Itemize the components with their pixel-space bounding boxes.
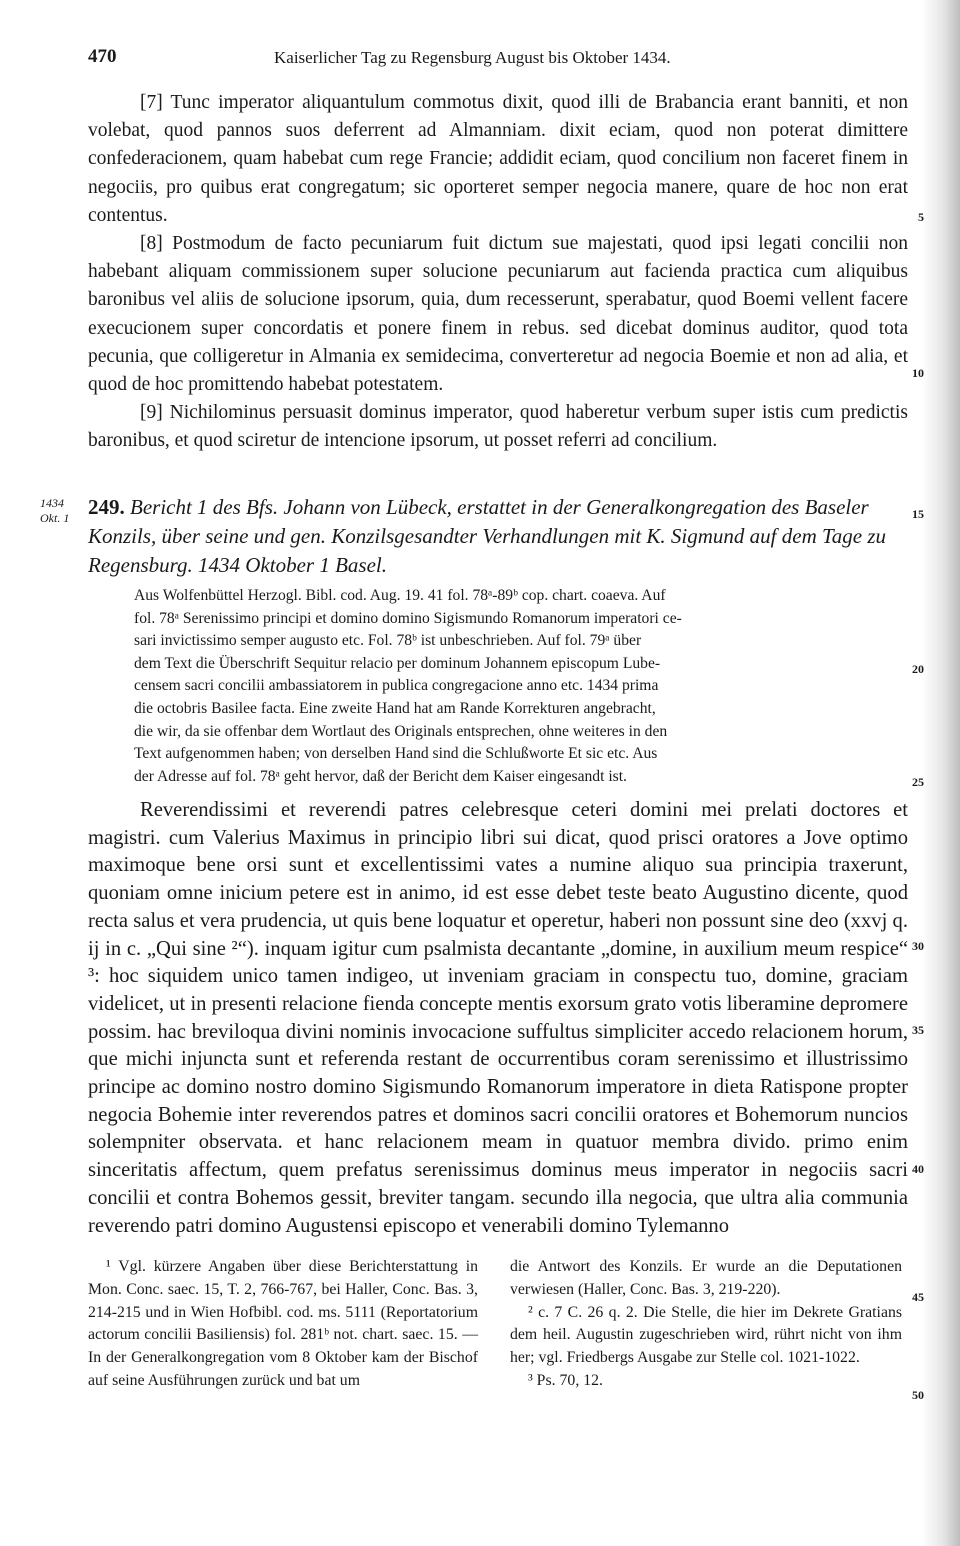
line-number: 35 <box>912 1023 924 1037</box>
footnote-1-continued: die Antwort des Konzils. Er wurde an die Deputationen verwiesen (Haller, Conc. Bas. 3, 219-220). <box>510 1258 902 1298</box>
source-line: dem Text die Überschrift Sequitur relacio per dominum Johannem episcopum Lube- <box>134 654 661 672</box>
margin-date <box>40 496 69 526</box>
paragraph-8: [8] Postmodum de facto pecuniarum fuit dictum sue majestati, quod ipsi legati concilii non habebant aliquam commissionem super solucione pecuniarum aut facienda practica cum aliquibus baronibus vel aliis de solucione ipsorum, quia, dum recesserunt, sperabatur, quod Boemi vellent facere execucionem super concordatis et ponere finem in rebus. sed dicebat dominus auditor, quod tota pecunia, que colligeretur in Almania ex semidecima, converteretur ad negocia Boemie et non ad alia, et quod de hoc promittendo habebat potestatem. <box>88 233 908 396</box>
line-number: 45 <box>912 1290 924 1304</box>
source-line: die wir, da sie offenbar dem Wortlaut des Originals entsprechen, ohne weiteres in den <box>134 722 668 740</box>
line-number: 20 <box>912 662 924 676</box>
footnote-2: ² c. 7 C. 26 q. 2. Die Stelle, die hier im Dekrete Gratians dem heil. Augustin zugeschrieben wird, rührt nicht von ihm her; vgl. Friedbergs Ausgabe zur Stelle col. 1021-1022. <box>510 1303 902 1367</box>
footnote-1: ¹ Vgl. kürzere Angaben über diese Berichterstattung in Mon. Conc. saec. 15, T. 2, 766-767, bei Haller, Conc. Bas. 3, 214-215 und in Wien Hofbibl. cod. ms. 5111 (Reportatorium actorum concilii Basiliensis) fol. 281ᵇ not. chart. saec. 15. — In der Generalkongregation vom 8 Oktober kam der Bischof auf seine Ausführungen zurück und bat um <box>88 1258 478 1389</box>
paragraph-9: [9] Nichilominus persuasit dominus imperator, quod haberetur verbum super istis cum predictis baronibus, et quod sciretur de intencione ipsorum, ut posset referri ad concilium. <box>88 402 908 452</box>
source-line: Aus Wolfenbüttel Herzogl. Bibl. cod. Aug. 19. 41 fol. 78ᵃ-89ᵇ cop. chart. coaeva. Auf <box>134 587 666 604</box>
report-text: Reverendissimi et reverendi patres celebresque ceteri domini mei prelati doctores et magistri. cum Valerius Maximus in principio libri sui dicat, quod prisci oratores a Jove optimo maximoque bene orsi sunt et excellentissimi vates a numine aliquo sua principia traxerunt, quoniam omne inicium petere est in animo, id est esse debet teste beato Augustino dicente, quod recta salus et vera prudencia, ut quis bene loquatur et operetur, haberi non possunt sine deo (xxvj q. ij in c. „Qui sine ²“). inquam igitur cum psalmista decantante „domine, in auxilium meum respice“ ³: hoc siquidem unico tamen indigeo, ut inveniam graciam in conspectu tuo, domine, graciam videlicet, ut in presenti relacione fienda concepte mentis exorsum grato votis liberamine depromere possim. hac breviloqua divini nominis invocacione suffultus simpliciter accedo relacionem horum, que michi injuncta sunt et referenda restant de occurrentibus coram serenissimo et illustrissimo principe ac domino nostro domino Sigismundo Romanorum imperatore in dieta Ratispone propter negocia Bohemie inter reverendos patres et dominos sacri concilii oratores et Bohemorum nuncios solempniter observata. et hanc relacionem meam in quatuor membra divido. primo enim sinceritatis affectum, quem prefatus serenissimus dominus meus imperator in negociis sacri concilii et contra Bohemos gessit, breviter tangam. secundo illa negocia, que ultra alia communia reverendo patri domino Augustensi episcopo et venerabili domino Tylemanno <box>88 799 908 1237</box>
line-number: 25 <box>912 775 924 789</box>
source-note <box>134 585 904 788</box>
margin-date-day: Okt. 1 <box>40 511 70 525</box>
page-header <box>88 46 913 76</box>
document-number: 249. <box>88 495 125 519</box>
body-text-top <box>88 89 908 456</box>
line-number: 50 <box>912 1388 924 1402</box>
line-number: 40 <box>912 1162 924 1176</box>
source-line: censem sacri concilii ambassiatorem in publica congregacione anno etc. 1434 prima <box>134 677 659 695</box>
line-number: 15 <box>912 507 924 521</box>
document-heading <box>88 493 908 580</box>
footnotes-right-column <box>510 1256 902 1393</box>
page-edge-shadow <box>922 0 960 1546</box>
line-number: 30 <box>912 939 924 953</box>
footnote-3: ³ Ps. 70, 12. <box>528 1371 603 1389</box>
paragraph-7: [7] Tunc imperator aliquantulum commotus dixit, quod illi de Brabancia erant banniti, et non volebat, quod pannos suos deferrent ad Almanniam. dixit eciam, quod non poterat dimittere confederacionem, quam habebat cum rege Francie; addidit eciam, quod concilium non faceret finem in negociis, pro quibus erat congregatum; sic oporteret semper negocia manere, quare de hoc non erat contentus. <box>88 92 908 226</box>
source-line: die octobris Basilee facta. Eine zweite Hand hat am Rande Korrekturen angebracht, <box>134 699 656 717</box>
source-line: der Adresse auf fol. 78ᵃ geht hervor, daß der Bericht dem Kaiser eingesandt ist. <box>134 767 627 785</box>
source-line: sari invictissimo semper augusto etc. Fol. 78ᵇ ist unbeschrieben. Auf fol. 79ᵃ über <box>134 632 642 650</box>
source-line: fol. 78ᵃ Serenissimo principi et domino domino Sigismundo Romanorum imperatori ce- <box>134 609 682 627</box>
body-text-main <box>88 797 908 1240</box>
line-number: 10 <box>912 366 924 380</box>
document-title: Bericht 1 des Bfs. Johann von Lübeck, erstattet in der Generalkongregation des Baseler Konzils, über seine und gen. Konzilsgesandter Verhandlungen mit K. Sigmund auf dem Tage zu Regensburg. 1434 Oktober 1 Basel. <box>88 495 886 577</box>
line-number: 5 <box>918 210 924 224</box>
margin-date-year: 1434 <box>40 496 64 510</box>
running-title: Kaiserlicher Tag zu Regensburg August bis Oktober 1434. <box>274 48 671 67</box>
source-line: Text aufgenommen haben; von derselben Hand sind die Schlußworte Et sic etc. Aus <box>134 745 658 763</box>
footnotes-left-column <box>88 1256 478 1393</box>
page-number: 470 <box>88 46 117 67</box>
